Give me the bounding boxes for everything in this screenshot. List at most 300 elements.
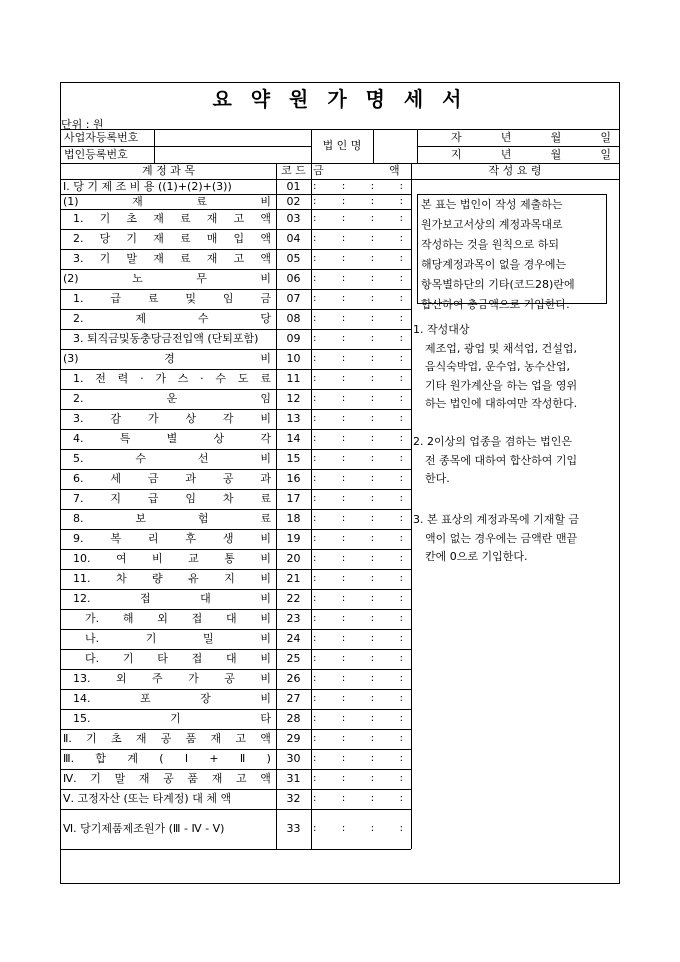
amount-separator: : xyxy=(313,693,317,704)
row-label-part: 비 xyxy=(260,412,271,425)
amount-separator: : xyxy=(313,373,317,384)
amount-separator: : xyxy=(399,181,403,192)
v-rule xyxy=(417,129,418,163)
amount-separator: : xyxy=(370,493,375,504)
amount-cell[interactable] xyxy=(313,729,403,749)
row-label-part: 말 xyxy=(114,772,126,785)
row-label-part: 비 xyxy=(260,452,271,465)
amount-separator: : xyxy=(370,413,375,424)
col-amount-header-right: 액 xyxy=(389,164,400,177)
row-label-part: 가. xyxy=(85,612,100,625)
amount-separator: : xyxy=(313,413,317,424)
row-label xyxy=(85,609,271,629)
amount-separator: : xyxy=(370,533,375,544)
row-label-part: 타 xyxy=(260,712,271,725)
amount-cell[interactable] xyxy=(313,749,403,769)
row-label-part: Ⅲ. xyxy=(63,752,75,765)
row-label: Ⅴ. 고정자산 (또는 타계정) 대 체 액 xyxy=(63,792,232,805)
amount-separator: : xyxy=(313,181,317,192)
amount-cell[interactable] xyxy=(313,669,403,689)
row-label-part: 료 xyxy=(147,292,159,305)
amount-separator: : xyxy=(313,513,317,524)
row-code: 09 xyxy=(286,332,301,345)
amount-cell[interactable] xyxy=(313,369,403,389)
row-label-part: 리 xyxy=(147,532,159,545)
amount-separator: : xyxy=(370,473,375,484)
row-code: 11 xyxy=(286,372,301,385)
row-label-part: 액 xyxy=(260,232,271,245)
row-code: 22 xyxy=(286,592,301,605)
row-label-part: 해 xyxy=(122,612,134,625)
row-label-part: ( xyxy=(159,752,164,765)
row-label-part: 수 xyxy=(135,452,146,465)
row-label-part: 기 xyxy=(90,772,101,785)
amount-separator: : xyxy=(341,373,346,384)
amount-separator: : xyxy=(313,613,317,624)
row-label-part: 공 xyxy=(224,672,235,685)
col-amount-header-left: 금 xyxy=(313,164,324,177)
row-label-part: 매 xyxy=(206,232,218,245)
row-label-part: 기 xyxy=(170,712,181,725)
row-label-part: 입 xyxy=(233,232,245,245)
period-to-part: 월 xyxy=(550,148,562,161)
amount-cell[interactable] xyxy=(313,569,403,589)
amount-separator: : xyxy=(399,673,403,684)
amount-separator: : xyxy=(313,493,317,504)
row-label-part: 선 xyxy=(197,452,209,465)
amount-separator: : xyxy=(313,273,317,284)
amount-cell[interactable] xyxy=(313,269,403,289)
amount-cell[interactable] xyxy=(313,229,403,249)
row-code: 13 xyxy=(286,412,301,425)
amount-cell[interactable] xyxy=(313,529,403,549)
row-label xyxy=(73,449,271,469)
row-label-part: 료 xyxy=(179,252,191,265)
row-label-part: 2. xyxy=(73,312,84,325)
row-label xyxy=(73,289,271,309)
row-label-part: 공 xyxy=(222,472,234,485)
row-label-part: 량 xyxy=(152,572,163,585)
row-label-part: 가 xyxy=(155,372,166,385)
row-label-part: 4. xyxy=(73,432,84,445)
guide-note xyxy=(413,511,617,567)
row-label xyxy=(73,509,271,529)
row-label xyxy=(73,389,271,409)
row-label xyxy=(63,349,271,369)
amount-cell[interactable] xyxy=(313,194,403,209)
row-label-part: 보 xyxy=(135,512,146,525)
amount-separator: : xyxy=(313,553,317,564)
amount-separator: : xyxy=(313,673,317,684)
row-label-part: 통 xyxy=(224,552,235,565)
row-label-part: 접 xyxy=(191,612,203,625)
row-label-part: 당 xyxy=(260,312,271,325)
row-label-part: 기 xyxy=(126,232,138,245)
amount-separator: : xyxy=(370,773,375,784)
amount-separator: : xyxy=(370,333,375,344)
row-label xyxy=(85,649,271,669)
amount-separator: : xyxy=(313,593,317,604)
row-label-part: 액 xyxy=(260,772,271,785)
row-label-part: 기 xyxy=(99,252,111,265)
row-label xyxy=(73,569,271,589)
amount-separator: : xyxy=(399,753,403,764)
row-label-part: 재 xyxy=(206,212,218,225)
amount-separator: : xyxy=(370,353,375,364)
amount-separator: : xyxy=(370,453,375,464)
row-label-part: 합 xyxy=(95,752,107,765)
row-label-part: 고 xyxy=(235,732,247,745)
row-label-part: 복 xyxy=(110,532,121,545)
v-rule xyxy=(373,129,374,163)
amount-separator: : xyxy=(399,593,403,604)
amount-separator: : xyxy=(341,393,346,404)
guide-note xyxy=(413,433,617,489)
unit-label: 단위 : 원 xyxy=(61,118,104,131)
guide-note-line: 칸에 0으로 기입한다. xyxy=(425,550,528,563)
amount-separator: : xyxy=(341,773,346,784)
amount-separator: : xyxy=(370,593,375,604)
row-label-part: 재 xyxy=(135,732,147,745)
row-label-part: 품 xyxy=(187,772,199,785)
amount-cell[interactable] xyxy=(313,429,403,449)
row-label xyxy=(73,249,271,269)
row-label-part: 재 xyxy=(206,252,218,265)
amount-cell[interactable] xyxy=(313,689,403,709)
row-label-part: 비 xyxy=(260,692,271,705)
amount-cell[interactable] xyxy=(313,589,403,609)
amount-separator: : xyxy=(341,333,346,344)
amount-cell[interactable] xyxy=(313,469,403,489)
row-label-part: 력 xyxy=(117,372,129,385)
row-label-part: 임 xyxy=(185,492,196,505)
amount-separator: : xyxy=(341,313,346,324)
row-label-part: 공 xyxy=(163,772,174,785)
period-to xyxy=(451,146,611,163)
row-label-part: 생 xyxy=(222,532,234,545)
row-label xyxy=(63,749,271,769)
guide-note-line: 음식숙박업, 운수업, 농수산업, xyxy=(425,360,570,373)
row-label-part: 료 xyxy=(179,232,191,245)
amount-separator: : xyxy=(399,713,403,724)
row-label-part: 포 xyxy=(140,692,151,705)
row-code: 10 xyxy=(286,352,301,365)
row-label-part: 재 xyxy=(211,772,223,785)
amount-separator: : xyxy=(399,293,403,304)
row-label-part: 운 xyxy=(166,392,178,405)
row-label-part: 교 xyxy=(188,552,199,565)
row-code: 31 xyxy=(286,772,301,785)
row-label-part: 나. xyxy=(85,632,100,645)
row-label xyxy=(73,589,271,609)
amount-separator: : xyxy=(399,433,403,444)
row-label-part: (1) xyxy=(63,195,79,208)
row-label-part: 료 xyxy=(179,212,191,225)
row-label-part: 공 xyxy=(160,732,172,745)
row-label-part: 8. xyxy=(73,512,84,525)
row-label-part: 다. xyxy=(85,652,100,665)
reg-no-label: 사업자등록번호 xyxy=(64,131,139,144)
row-label-part: 말 xyxy=(126,252,138,265)
row-label-part: 1. xyxy=(73,212,84,225)
row-label-part: (2) xyxy=(63,272,79,285)
amount-separator: : xyxy=(313,633,317,644)
row-label-part: Ⅱ xyxy=(239,752,246,765)
amount-cell[interactable] xyxy=(313,649,403,669)
amount-separator: : xyxy=(341,196,346,207)
period-from-part: 월 xyxy=(550,131,562,144)
amount-separator: : xyxy=(370,793,375,804)
row-code: 24 xyxy=(286,632,301,645)
amount-separator: : xyxy=(313,793,317,804)
amount-separator: : xyxy=(341,653,346,664)
row-label-part: Ⅱ. xyxy=(63,732,72,745)
row-label-part: 기 xyxy=(86,732,97,745)
row-label xyxy=(73,409,271,429)
row-label-part: 험 xyxy=(197,512,209,525)
amount-separator: : xyxy=(399,693,403,704)
guide-note-box xyxy=(417,194,607,311)
row-label-part: 당 xyxy=(99,232,111,245)
row-label-part: 비 xyxy=(260,195,271,208)
row-label-part: 장 xyxy=(200,692,211,705)
amount-separator: : xyxy=(341,673,346,684)
row-label-part: 대 xyxy=(225,612,237,625)
row-label-part: 료 xyxy=(260,512,271,525)
row-label-part: 지 xyxy=(224,572,235,585)
amount-separator: : xyxy=(341,793,346,804)
row-label-part: 특 xyxy=(119,432,131,445)
amount-separator: : xyxy=(370,196,375,207)
row-label-part: 비 xyxy=(260,612,271,625)
row-label-part: 재 xyxy=(210,732,222,745)
amount-separator: : xyxy=(341,713,346,724)
row-label-part: 무 xyxy=(196,272,207,285)
amount-separator: : xyxy=(313,753,317,764)
amount-cell[interactable] xyxy=(313,509,403,529)
amount-cell[interactable] xyxy=(313,209,403,229)
row-label-part: 외 xyxy=(157,612,168,625)
row-label xyxy=(73,489,271,509)
amount-separator: : xyxy=(370,673,375,684)
amount-cell[interactable] xyxy=(313,249,403,269)
row-label-part: 대 xyxy=(225,652,237,665)
row-label-part: 급 xyxy=(147,492,159,505)
row-label-part: 과 xyxy=(185,472,196,485)
row-label-part: 비 xyxy=(260,672,271,685)
row-code: 28 xyxy=(286,712,301,725)
row-label-part: 료 xyxy=(260,372,271,385)
amount-separator: : xyxy=(341,553,346,564)
amount-cell[interactable] xyxy=(313,389,403,409)
row-code: 15 xyxy=(286,452,301,465)
amount-cell[interactable] xyxy=(313,289,403,309)
row-label xyxy=(63,269,271,289)
amount-cell[interactable] xyxy=(313,789,403,809)
row-label-part: 경 xyxy=(164,352,175,365)
amount-cell[interactable] xyxy=(313,629,403,649)
row-label-part: 차 xyxy=(115,572,127,585)
row-label xyxy=(73,369,271,389)
row-label xyxy=(73,209,271,229)
row-code: 18 xyxy=(286,512,301,525)
guide-note-line: 기타 원가계산을 하는 업을 영위 xyxy=(425,378,578,392)
amount-cell[interactable] xyxy=(313,709,403,729)
amount-separator: : xyxy=(399,553,403,564)
row-label-part: 15. xyxy=(73,712,91,725)
amount-separator: : xyxy=(370,273,375,284)
row-label-part: 13. xyxy=(73,672,91,685)
row-label-part: 기 xyxy=(122,652,134,665)
row-label-part: 세 xyxy=(110,472,121,485)
amount-separator: : xyxy=(370,753,375,764)
row-label-part: 액 xyxy=(260,212,271,225)
row-label xyxy=(73,229,271,249)
v-rule xyxy=(411,163,412,849)
row-label-part: 대 xyxy=(200,592,211,605)
row-label-part: 비 xyxy=(260,652,271,665)
row-code: 16 xyxy=(286,472,301,485)
row-label-part: 임 xyxy=(260,392,271,405)
row-label-part: 유 xyxy=(188,572,199,585)
amount-separator: : xyxy=(370,733,375,744)
amount-cell[interactable] xyxy=(313,549,403,569)
row-label-part: 초 xyxy=(126,212,138,225)
corp-name-label: 법 인 명 xyxy=(322,139,362,152)
row-label-part: 3. xyxy=(73,412,84,425)
guide-note-line: 제조업, 광업 및 채석업, 건설업, xyxy=(425,341,577,355)
guide-note-line: 하는 법인에 대하여만 작성한다. xyxy=(425,397,578,410)
amount-cell[interactable] xyxy=(313,449,403,469)
amount-separator: : xyxy=(370,293,375,304)
row-code: 04 xyxy=(286,232,301,245)
guide-note-line: 본 표는 법인이 작성 제출하는 xyxy=(421,198,563,211)
guide-note-line: 작성하는 것을 원칙으로 하되 xyxy=(421,238,560,251)
amount-separator: : xyxy=(370,513,375,524)
row-code: 12 xyxy=(286,392,301,405)
amount-separator: : xyxy=(399,233,403,244)
row-code: 21 xyxy=(286,572,301,585)
amount-separator: : xyxy=(399,793,403,804)
guide-note-line: 1. 작성대상 xyxy=(413,323,470,336)
amount-separator: : xyxy=(399,533,403,544)
amount-separator: : xyxy=(341,233,346,244)
row-code: 01 xyxy=(286,180,301,193)
row-label-part: 수 xyxy=(197,312,209,325)
row-label-part: 고 xyxy=(235,772,247,785)
row-code: 06 xyxy=(286,272,301,285)
amount-cell[interactable] xyxy=(313,179,403,194)
row-label xyxy=(73,549,271,569)
row-code: 23 xyxy=(286,612,301,625)
amount-separator: : xyxy=(370,373,375,384)
row-label-part: 2. xyxy=(73,232,84,245)
amount-cell[interactable] xyxy=(313,609,403,629)
row-code: 20 xyxy=(286,552,301,565)
amount-cell[interactable] xyxy=(313,329,403,349)
row-label-part: 타 xyxy=(157,652,168,665)
row-label-part: 상 xyxy=(213,432,225,445)
v-rule xyxy=(311,163,312,849)
row-label-part: 기 xyxy=(145,632,157,645)
amount-separator: : xyxy=(341,613,346,624)
amount-separator: : xyxy=(341,633,346,644)
amount-separator: : xyxy=(399,573,403,584)
period-from-part: 일 xyxy=(600,131,611,144)
row-label-part: · xyxy=(200,372,204,385)
amount-separator: : xyxy=(341,413,346,424)
amount-separator: : xyxy=(399,253,403,264)
guide-note-line: 합산하여 총금액으로 기입한다. xyxy=(421,298,570,311)
amount-separator: : xyxy=(313,713,317,724)
amount-cell[interactable] xyxy=(313,309,403,329)
row-label-part: 접 xyxy=(140,592,151,605)
row-code: 25 xyxy=(286,652,301,665)
row-label-part: 과 xyxy=(260,472,271,485)
row-label-part: 계 xyxy=(127,752,138,765)
amount-separator: : xyxy=(399,513,403,524)
corp-reg-label: 법인등록번호 xyxy=(64,148,128,161)
amount-cell[interactable] xyxy=(313,769,403,789)
guide-note-line: 2. 2이상의 업종을 겸하는 법인은 xyxy=(413,435,572,448)
guide-note-line: 3. 본 표상의 계정과목에 기재할 금 xyxy=(413,513,580,526)
row-code: 08 xyxy=(286,312,301,325)
guide-note-line: 액이 없는 경우에는 금액란 맨끝 xyxy=(425,531,578,545)
amount-separator: : xyxy=(399,273,403,284)
amount-separator: : xyxy=(313,313,317,324)
amount-separator: : xyxy=(399,633,403,644)
amount-separator: : xyxy=(399,473,403,484)
period-from xyxy=(451,129,611,146)
guide-note-line: 항목별하단의 기타(코드28)란에 xyxy=(421,278,575,291)
row-label xyxy=(73,709,271,729)
amount-separator: : xyxy=(341,593,346,604)
period-to-part: 년 xyxy=(500,148,512,161)
row-label-part: 비 xyxy=(152,552,163,565)
row-label-part: 금 xyxy=(260,292,271,305)
row-label-part: 감 xyxy=(110,412,121,425)
row-label-part: 1. xyxy=(73,372,84,385)
row-label-part: 6. xyxy=(73,472,84,485)
row-label-part: 11. xyxy=(73,572,91,585)
amount-separator: : xyxy=(399,196,403,207)
row-label-part: · xyxy=(140,372,144,385)
v-rule xyxy=(276,163,277,849)
amount-cell[interactable] xyxy=(313,409,403,429)
amount-cell[interactable] xyxy=(313,809,403,849)
amount-cell[interactable] xyxy=(313,349,403,369)
amount-separator: : xyxy=(341,273,346,284)
amount-separator: : xyxy=(313,353,317,364)
row-label-part: 재 xyxy=(153,252,164,265)
amount-separator: : xyxy=(313,253,317,264)
period-to-part: 일 xyxy=(600,148,611,161)
row-label-part: 액 xyxy=(260,732,271,745)
row-label-part: 여 xyxy=(115,552,127,565)
row-label-part: 임 xyxy=(222,292,234,305)
row-label-part: 2. xyxy=(73,392,84,405)
amount-cell[interactable] xyxy=(313,489,403,509)
amount-separator: : xyxy=(370,553,375,564)
row-label-part: 후 xyxy=(185,532,196,545)
row-label-part: 재 xyxy=(138,772,150,785)
row-label-part: 5. xyxy=(73,452,84,465)
row-label-part: 7. xyxy=(73,492,84,505)
row-label-part: 상 xyxy=(185,412,196,425)
guide-note-line: 원가보고서상의 계정과목대로 xyxy=(421,218,563,231)
amount-separator: : xyxy=(313,433,317,444)
row-label-part: 제 xyxy=(135,312,146,325)
